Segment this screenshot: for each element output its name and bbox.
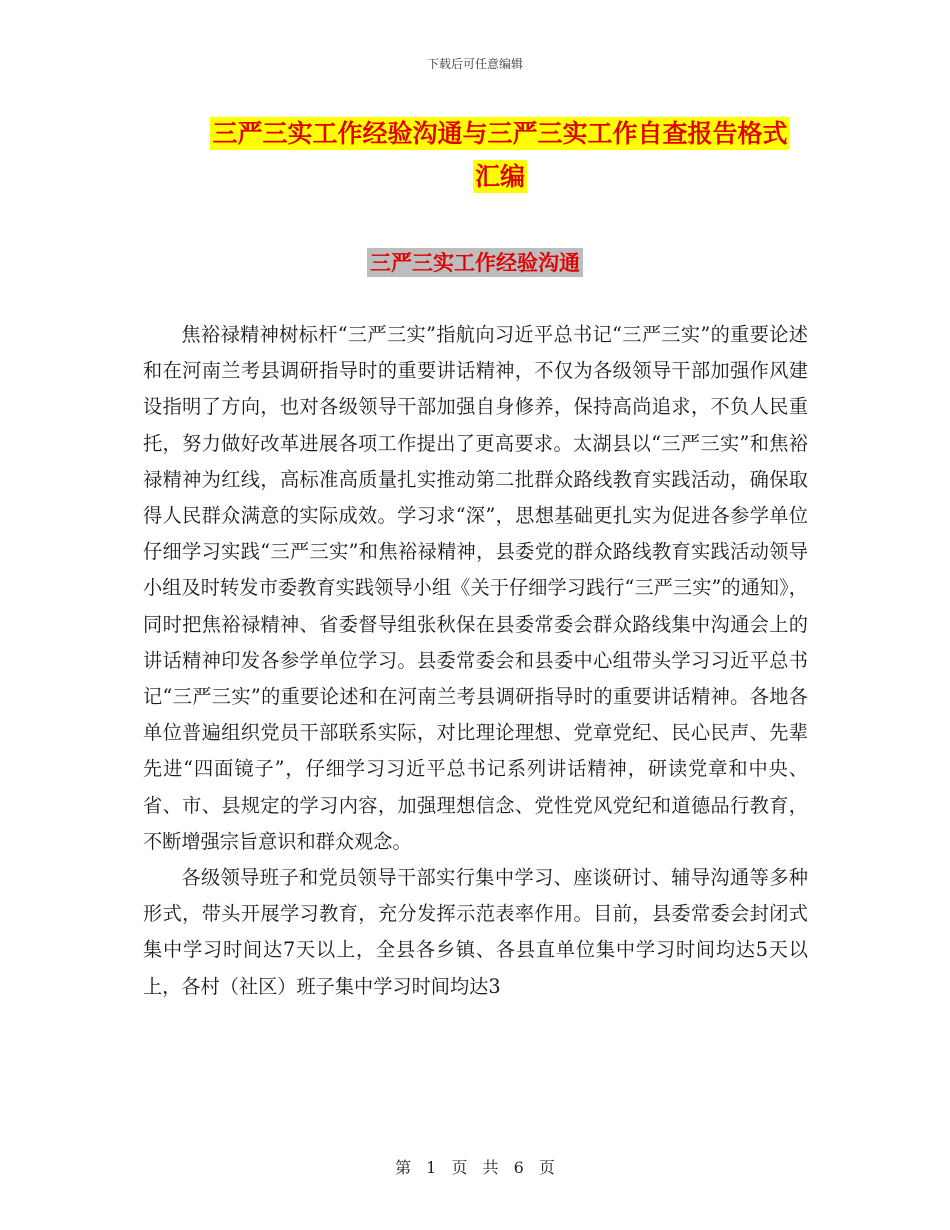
document-title: [150, 112, 850, 198]
section-heading-text: 三严三实工作经验沟通: [367, 248, 583, 277]
header-note: 下载后可任意编辑: [426, 57, 523, 71]
paragraph-2: 各级领导班子和党员领导干部实行集中学习、座谈研讨、辅导沟通等多种形式，带头开展学习教育，充分发挥示范表率作用。目前，县委常委会封闭式集中学习时间达7天以上，全县各乡镇、各县直单位集中学习时间均达5天以上，各村（社区）班子集中学习时间均达3: [143, 866, 808, 998]
section-heading: [0, 248, 950, 278]
title-line-1: 三严三实工作经验沟通与三严三实工作自查报告格式: [212, 119, 788, 148]
title-line-2: 汇编: [474, 162, 525, 191]
page-footer: 第 1 页 共 6 页: [395, 1158, 555, 1177]
paragraph-1: 焦裕禄精神树标杆“三严三实”指航向习近平总书记“三严三实”的重要论述和在河南兰考县调研指导时的重要讲话精神，不仅为各级领导干部加强作风建设指明了方向，也对各级领导干部加强自身修养，保持高尚追求，不负人民重托，努力做好改革进展各项工作提出了更高要求。太湖县以“三严三实”和焦裕禄精神为红线，高标准高质量扎实推动第二批群众路线教育实践活动，确保取得人民群众满意的实际成效。学习求“深”，思想基础更扎实为促进各参学单位仔细学习实践“三严三实”和焦裕禄精神，县委党的群众路线教育实践活动领导小组及时转发市委教育实践领导小组《关于仔细学习践行“三严三实”的通知》，同时把焦裕禄精神、省委督导组张秋保在县委常委会群众路线集中沟通会上的讲话精神印发各参学单位学习。县委常委会和县委中心组带头学习习近平总书记“三严三实”的重要论述和在河南兰考县调研指导时的重要讲话精神。各地各单位普遍组织党员干部联系实际，对比理论理想、党章党纪、民心民声、先辈先进“四面镜子”，仔细学习习近平总书记系列讲话精神，研读党章和中央、省、市、县规定的学习内容，加强理想信念、党性党风党纪和道德品行教育，不断增强宗旨意识和群众观念。: [143, 323, 808, 853]
body-text: [143, 317, 808, 1005]
